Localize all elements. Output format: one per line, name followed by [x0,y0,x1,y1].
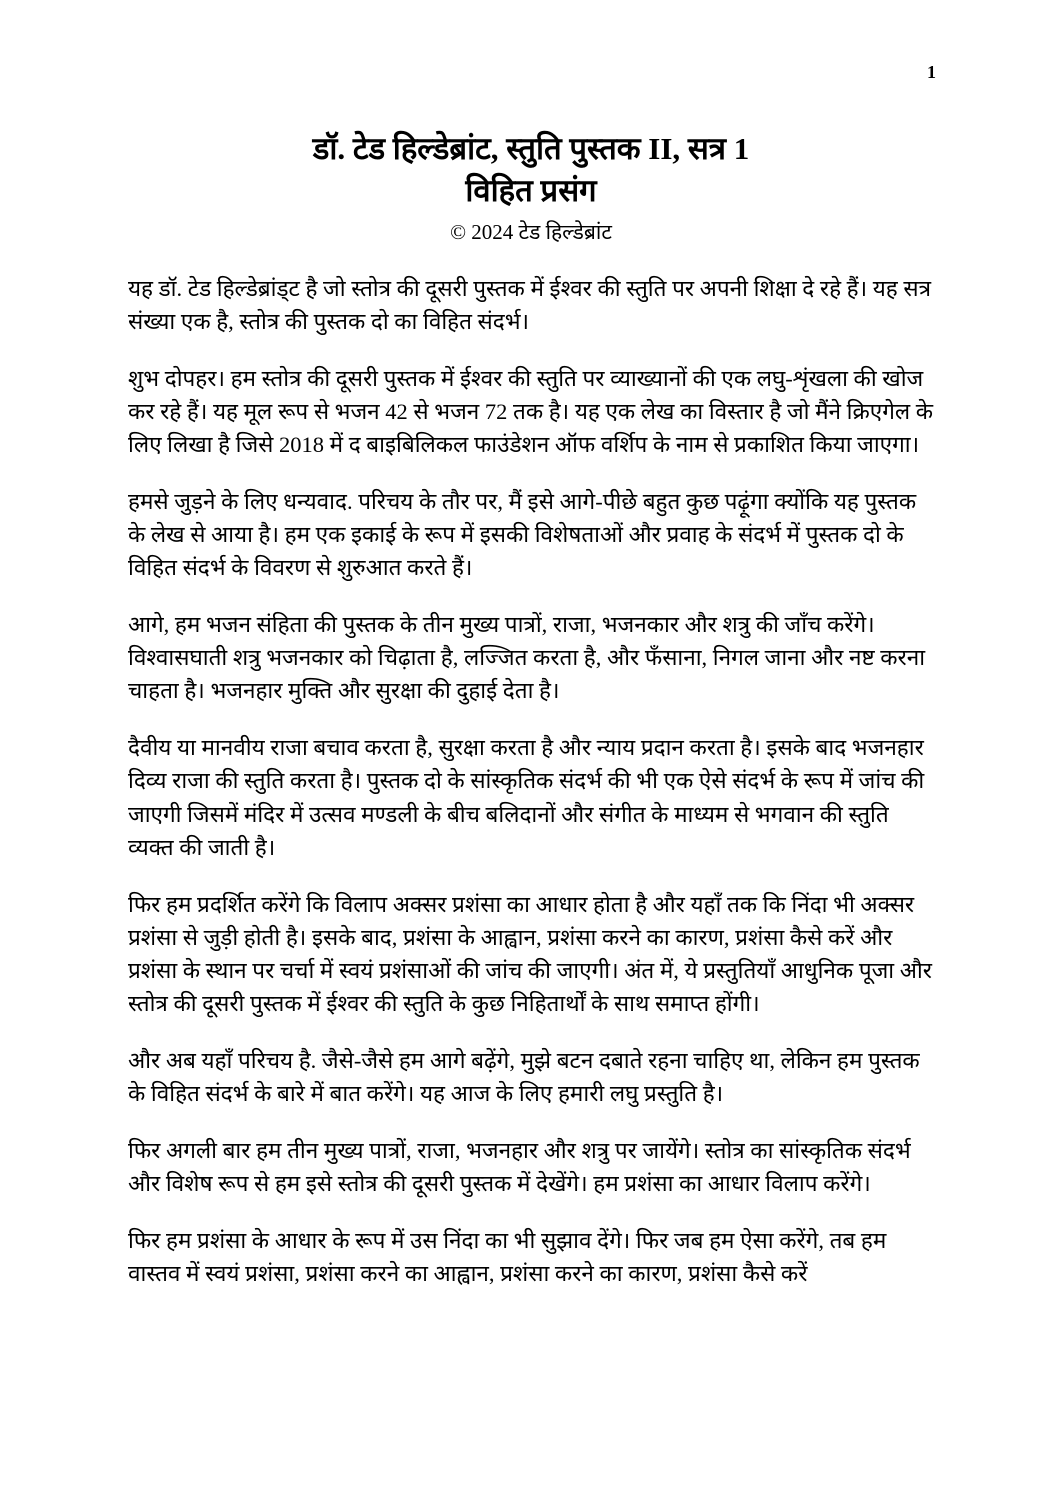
paragraph: फिर हम प्रशंसा के आधार के रूप में उस निंदा का भी सुझाव देंगे। फिर जब हम ऐसा करेंगे, तब हम वास्तव में स्वयं प्रशंसा, प्रशंसा करने का आह्वान, प्रशंसा करने का कारण, प्रशंसा कैसे करें [128,1228,887,1287]
paragraph: आगे, हम भजन संहिता की पुस्तक के तीन मुख्य पात्रों, राजा, भजनकार और शत्रु की जाँच करेंगे। विश्वासघाती शत्रु भजनकार को चिढ़ाता है, लज्जित करता है, और फँसाना, निगल जाना और नष्ट करना चाहता है। भजनहार मुक्ति और सुरक्षा की दुहाई देता है। [128,612,926,704]
paragraph: हमसे जुड़ने के लिए धन्यवाद. परिचय के तौर पर, मैं इसे आगे-पीछे बहुत कुछ पढ़ूंगा क्योंकि यह पुस्तक के लेख से आया है। हम एक इकाई के रूप में इसकी विशेषताओं और प्रवाह के संदर्भ में पुस्तक दो के विहित संदर्भ के विवरण से शुरुआत करते हैं। [128,489,917,581]
paragraph: यह डॉ. टेड हिल्डेब्रांड्ट है जो स्तोत्र की दूसरी पुस्तक में ईश्वर की स्तुति पर अपनी शिक्षा दे रहे हैं। यह सत्र संख्या एक है, स्तोत्र की पुस्तक दो का विहित संदर्भ। [128,275,932,334]
page-number: 1 [927,62,936,82]
copyright-notice: © 2024 टेड हिल्डेब्रांट [450,219,612,244]
document-subtitle: विहित प्रसंग [465,172,597,208]
paragraph: दैवीय या मानवीय राजा बचाव करता है, सुरक्षा करता है और न्याय प्रदान करता है। इसके बाद भजनहार दिव्य राजा की स्तुति करता है। पुस्तक दो के सांस्कृतिक संदर्भ की भी एक ऐसे संदर्भ के रूप में जांच की जाएगी जिसमें मंदिर में उत्सव मण्डली के बीच बलिदानों और संगीत के माध्यम से भगवान की स्तुति व्यक्त की जाती है। [128,735,925,860]
paragraph: फिर हम प्रदर्शित करेंगे कि विलाप अक्सर प्रशंसा का आधार होता है और यहाँ तक कि निंदा भी अक्सर प्रशंसा से जुड़ी होती है। इसके बाद, प्रशंसा के आह्वान, प्रशंसा करने का कारण, प्रशंसा कैसे करें और प्रशंसा के स्थान पर चर्चा में स्वयं प्रशंसाओं की जांच की जाएगी। अंत में, ये प्रस्तुतियाँ आधुनिक पूजा और स्तोत्र की दूसरी पुस्तक में ईश्वर की स्तुति के कुछ निहितार्थों के साथ समाप्त होंगी। [128,891,932,1016]
document-title: डॉ. टेड हिल्डेब्रांट, स्तुति पुस्तक II, सत्र 1 [312,131,750,166]
paragraph: फिर अगली बार हम तीन मुख्य पात्रों, राजा, भजनहार और शत्रु पर जायेंगे। स्तोत्र का सांस्कृतिक संदर्भ और विशेष रूप से हम इसे स्तोत्र की दूसरी पुस्तक में देखेंगे। हम प्रशंसा का आधार विलाप करेंगे। [128,1138,911,1197]
body-text [128,272,934,1291]
paragraph: और अब यहाँ परिचय है. जैसे-जैसे हम आगे बढ़ेंगे, मुझे बटन दबाते रहना चाहिए था, लेकिन हम पुस्तक के विहित संदर्भ के बारे में बात करेंगे। यह आज के लिए हमारी लघु प्रस्तुति है। [128,1047,920,1106]
paragraph: शुभ दोपहर। हम स्तोत्र की दूसरी पुस्तक में ईश्वर की स्तुति पर व्याख्यानों की एक लघु-शृंखला की खोज कर रहे हैं। यह मूल रूप से भजन 42 से भजन 72 तक है। यह एक लेख का विस्तार है जो मैंने क्रिएगेल के लिए लिखा है जिसे 2018 में द बाइबिलिकल फाउंडेशन ऑफ वर्शिप के नाम से प्रकाशित किया जाएगा। [128,365,934,457]
document-content [128,128,934,1314]
title-block [128,128,934,246]
